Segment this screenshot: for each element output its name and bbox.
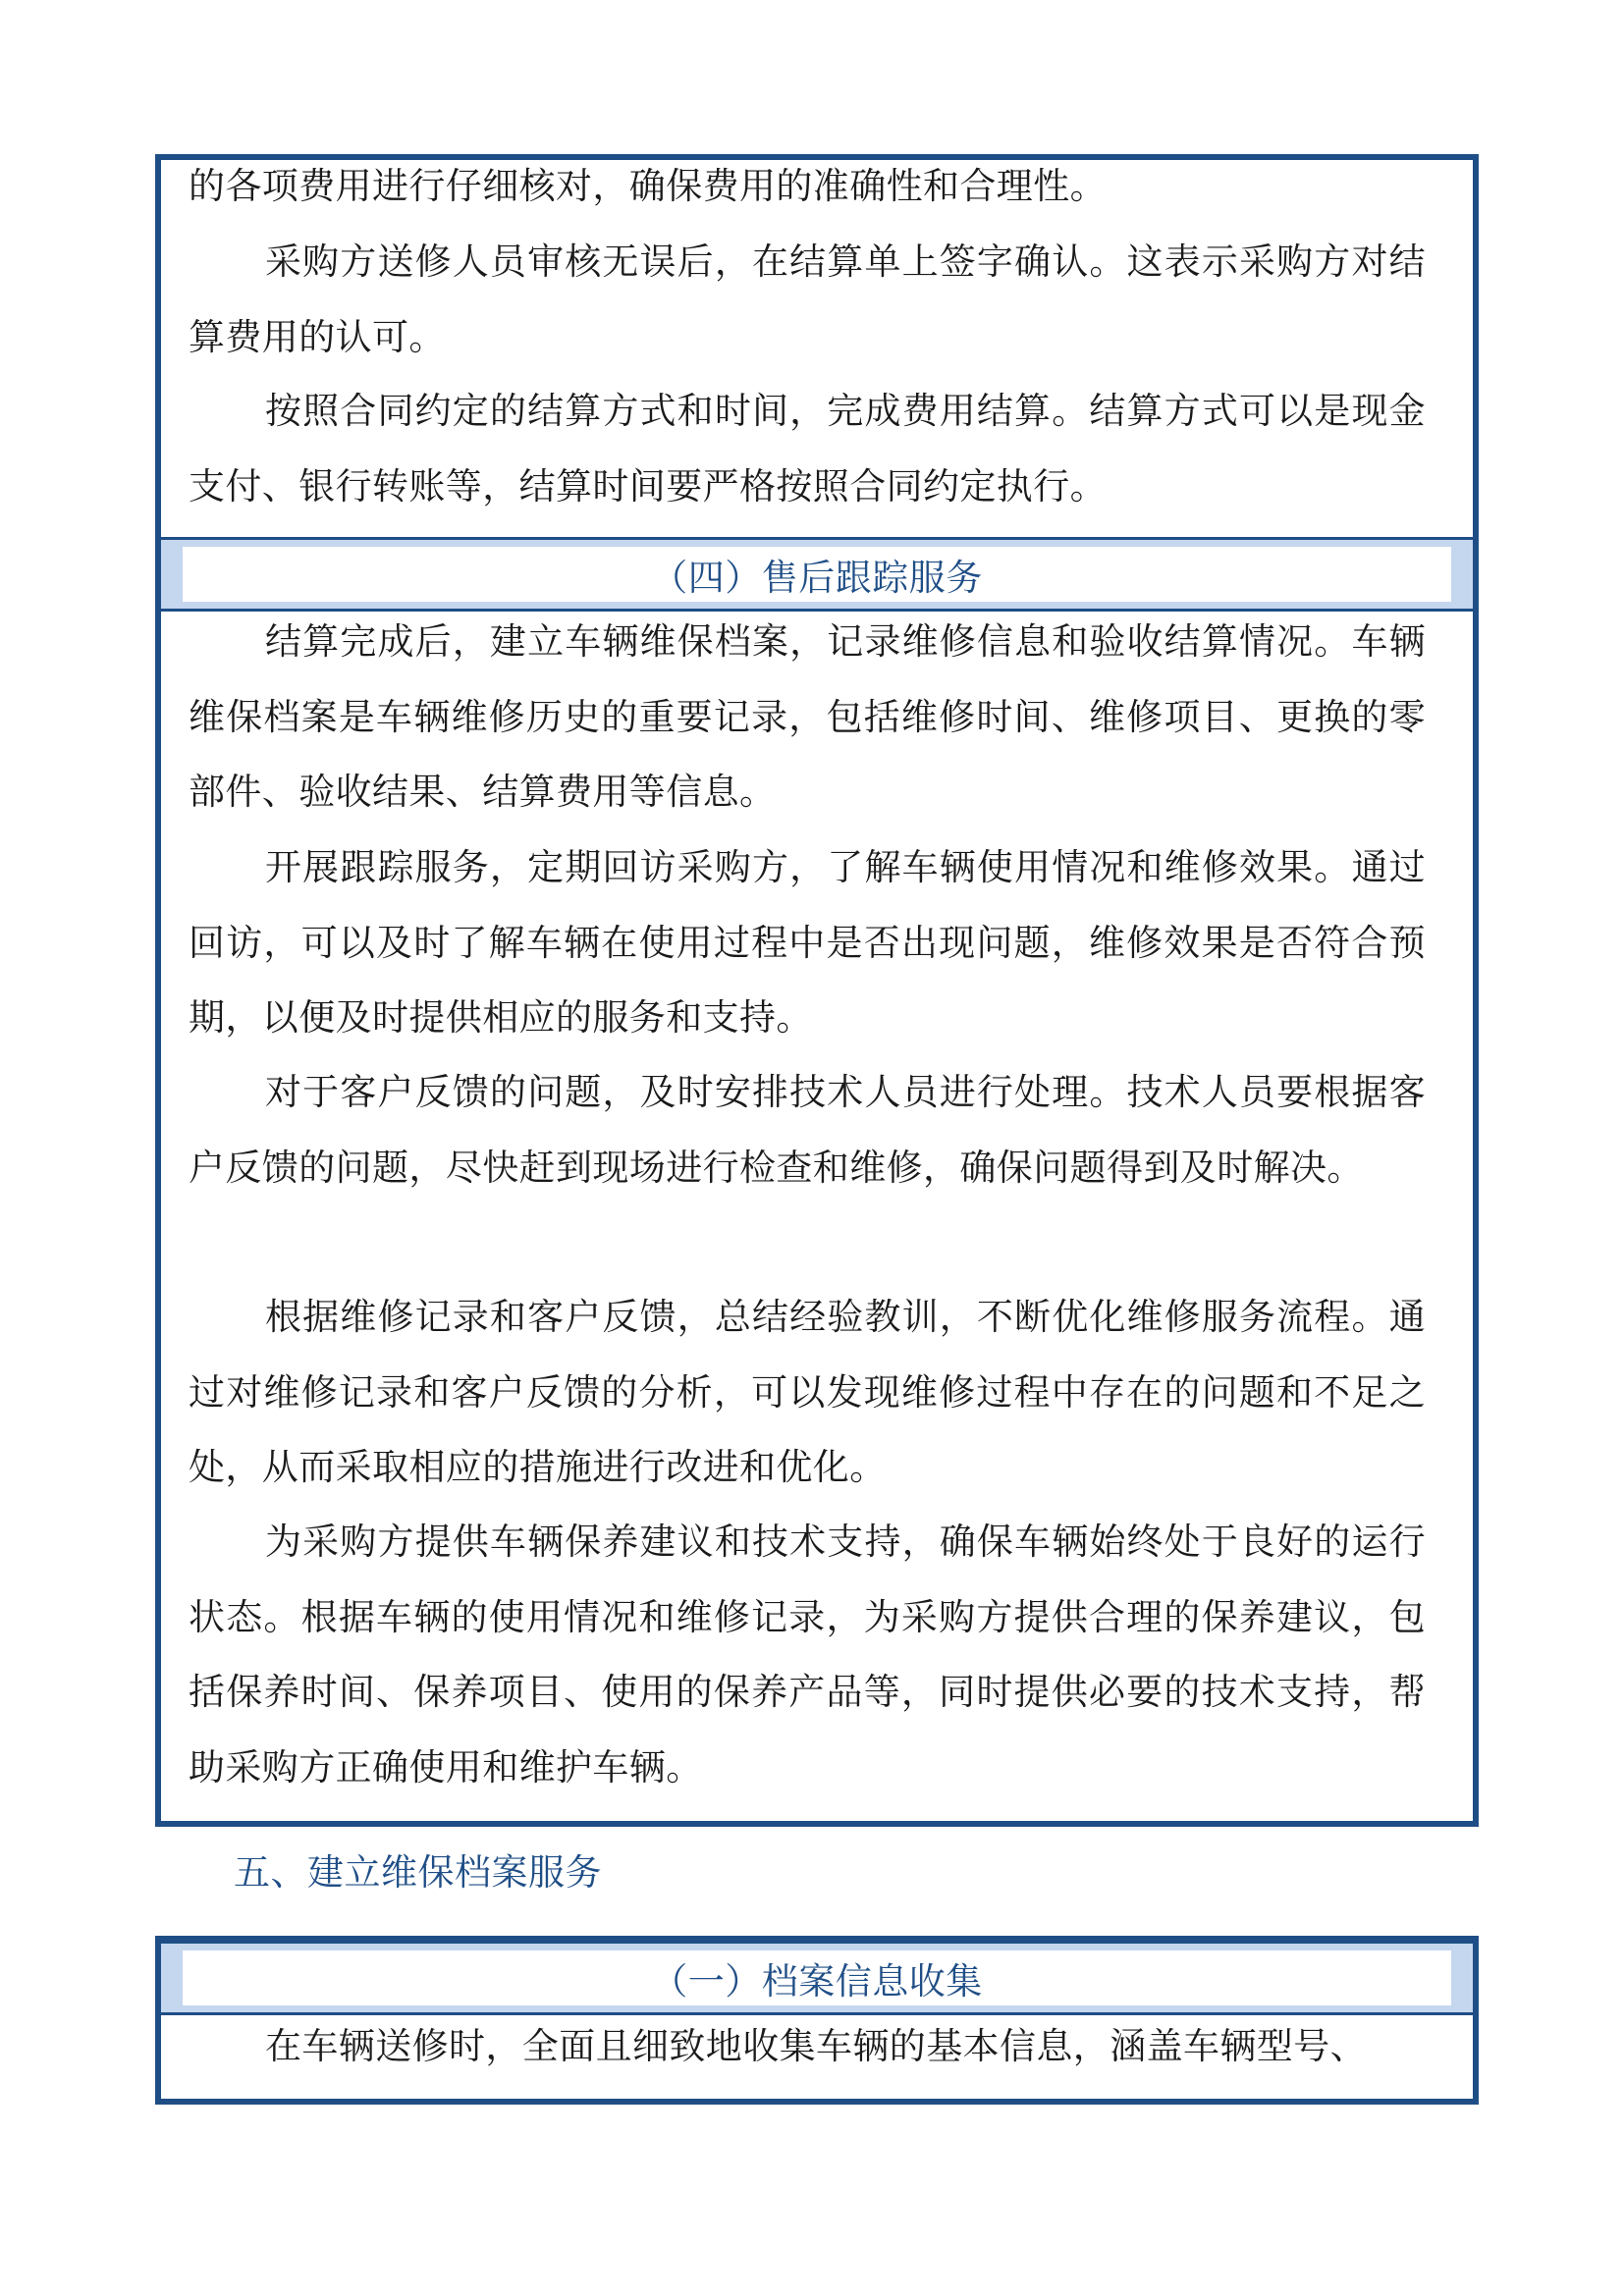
paragraph-maintenance-advice: 为采购方提供车辆保养建议和技术支持，确保车辆始终处于良好的运行状态。根据车辆的使用情况和维修记录，为采购方提供合理的保养建议，包括保养时间、保养项目、使用的保养产品等，同时提供必要的技术支持，帮助采购方正确使用和维护车辆。 bbox=[189, 1521, 1426, 1789]
paragraph-follow-up: 开展跟踪服务，定期回访采购方，了解车辆使用情况和维修效果。通过回访，可以及时了解车辆在使用过程中是否出现问题，维修效果是否符合预期，以便及时提供相应的服务和支持。 bbox=[189, 846, 1426, 1039]
paragraph-maintenance-archive: 结算完成后，建立车辆维保档案，记录维修信息和验收结算情况。车辆维保档案是车辆维修历史的重要记录，包括维修时间、维修项目、更换的零部件、验收结果、结算费用等信息。 bbox=[189, 620, 1426, 813]
section-title-archive-collection: （一）档案信息收集 bbox=[651, 1960, 983, 2002]
paragraph-feedback-handling: 对于客户反馈的问题，及时安排技术人员进行处理。技术人员要根据客户反馈的问题，尽快赶到现场进行检查和维修，确保问题得到及时解决。 bbox=[189, 1071, 1426, 1189]
section-heading-archive-service: 五、建立维保档案服务 bbox=[234, 1851, 602, 1894]
paragraph-settlement-method: 按照合同约定的结算方式和时间，完成费用结算。结算方式可以是现金支付、银行转账等，结算时间要严格按照合同约定执行。 bbox=[189, 390, 1426, 507]
section-band-archive-collection bbox=[161, 1941, 1473, 2015]
paragraph-fee-check: 的各项费用进行仔细核对，确保费用的准确性和合理性。 bbox=[189, 165, 1107, 207]
paragraph-info-collection: 在车辆送修时，全面且细致地收集车辆的基本信息，涵盖车辆型号、 bbox=[265, 2025, 1367, 2067]
section-band-after-sales bbox=[161, 537, 1473, 612]
paragraph-sign-confirm: 采购方送修人员审核无误后，在结算单上签字确认。这表示采购方对结算费用的认可。 bbox=[189, 240, 1426, 358]
section-band-inner bbox=[183, 547, 1451, 602]
paragraph-process-optimization: 根据维修记录和客户反馈，总结经验教训，不断优化维修服务流程。通过对维修记录和客户反馈的分析，可以发现维修过程中存在的问题和不足之处，从而采取相应的措施进行改进和优化。 bbox=[189, 1296, 1426, 1488]
section-title-after-sales: （四）售后跟踪服务 bbox=[651, 557, 983, 599]
section-band-inner bbox=[183, 1950, 1451, 2005]
